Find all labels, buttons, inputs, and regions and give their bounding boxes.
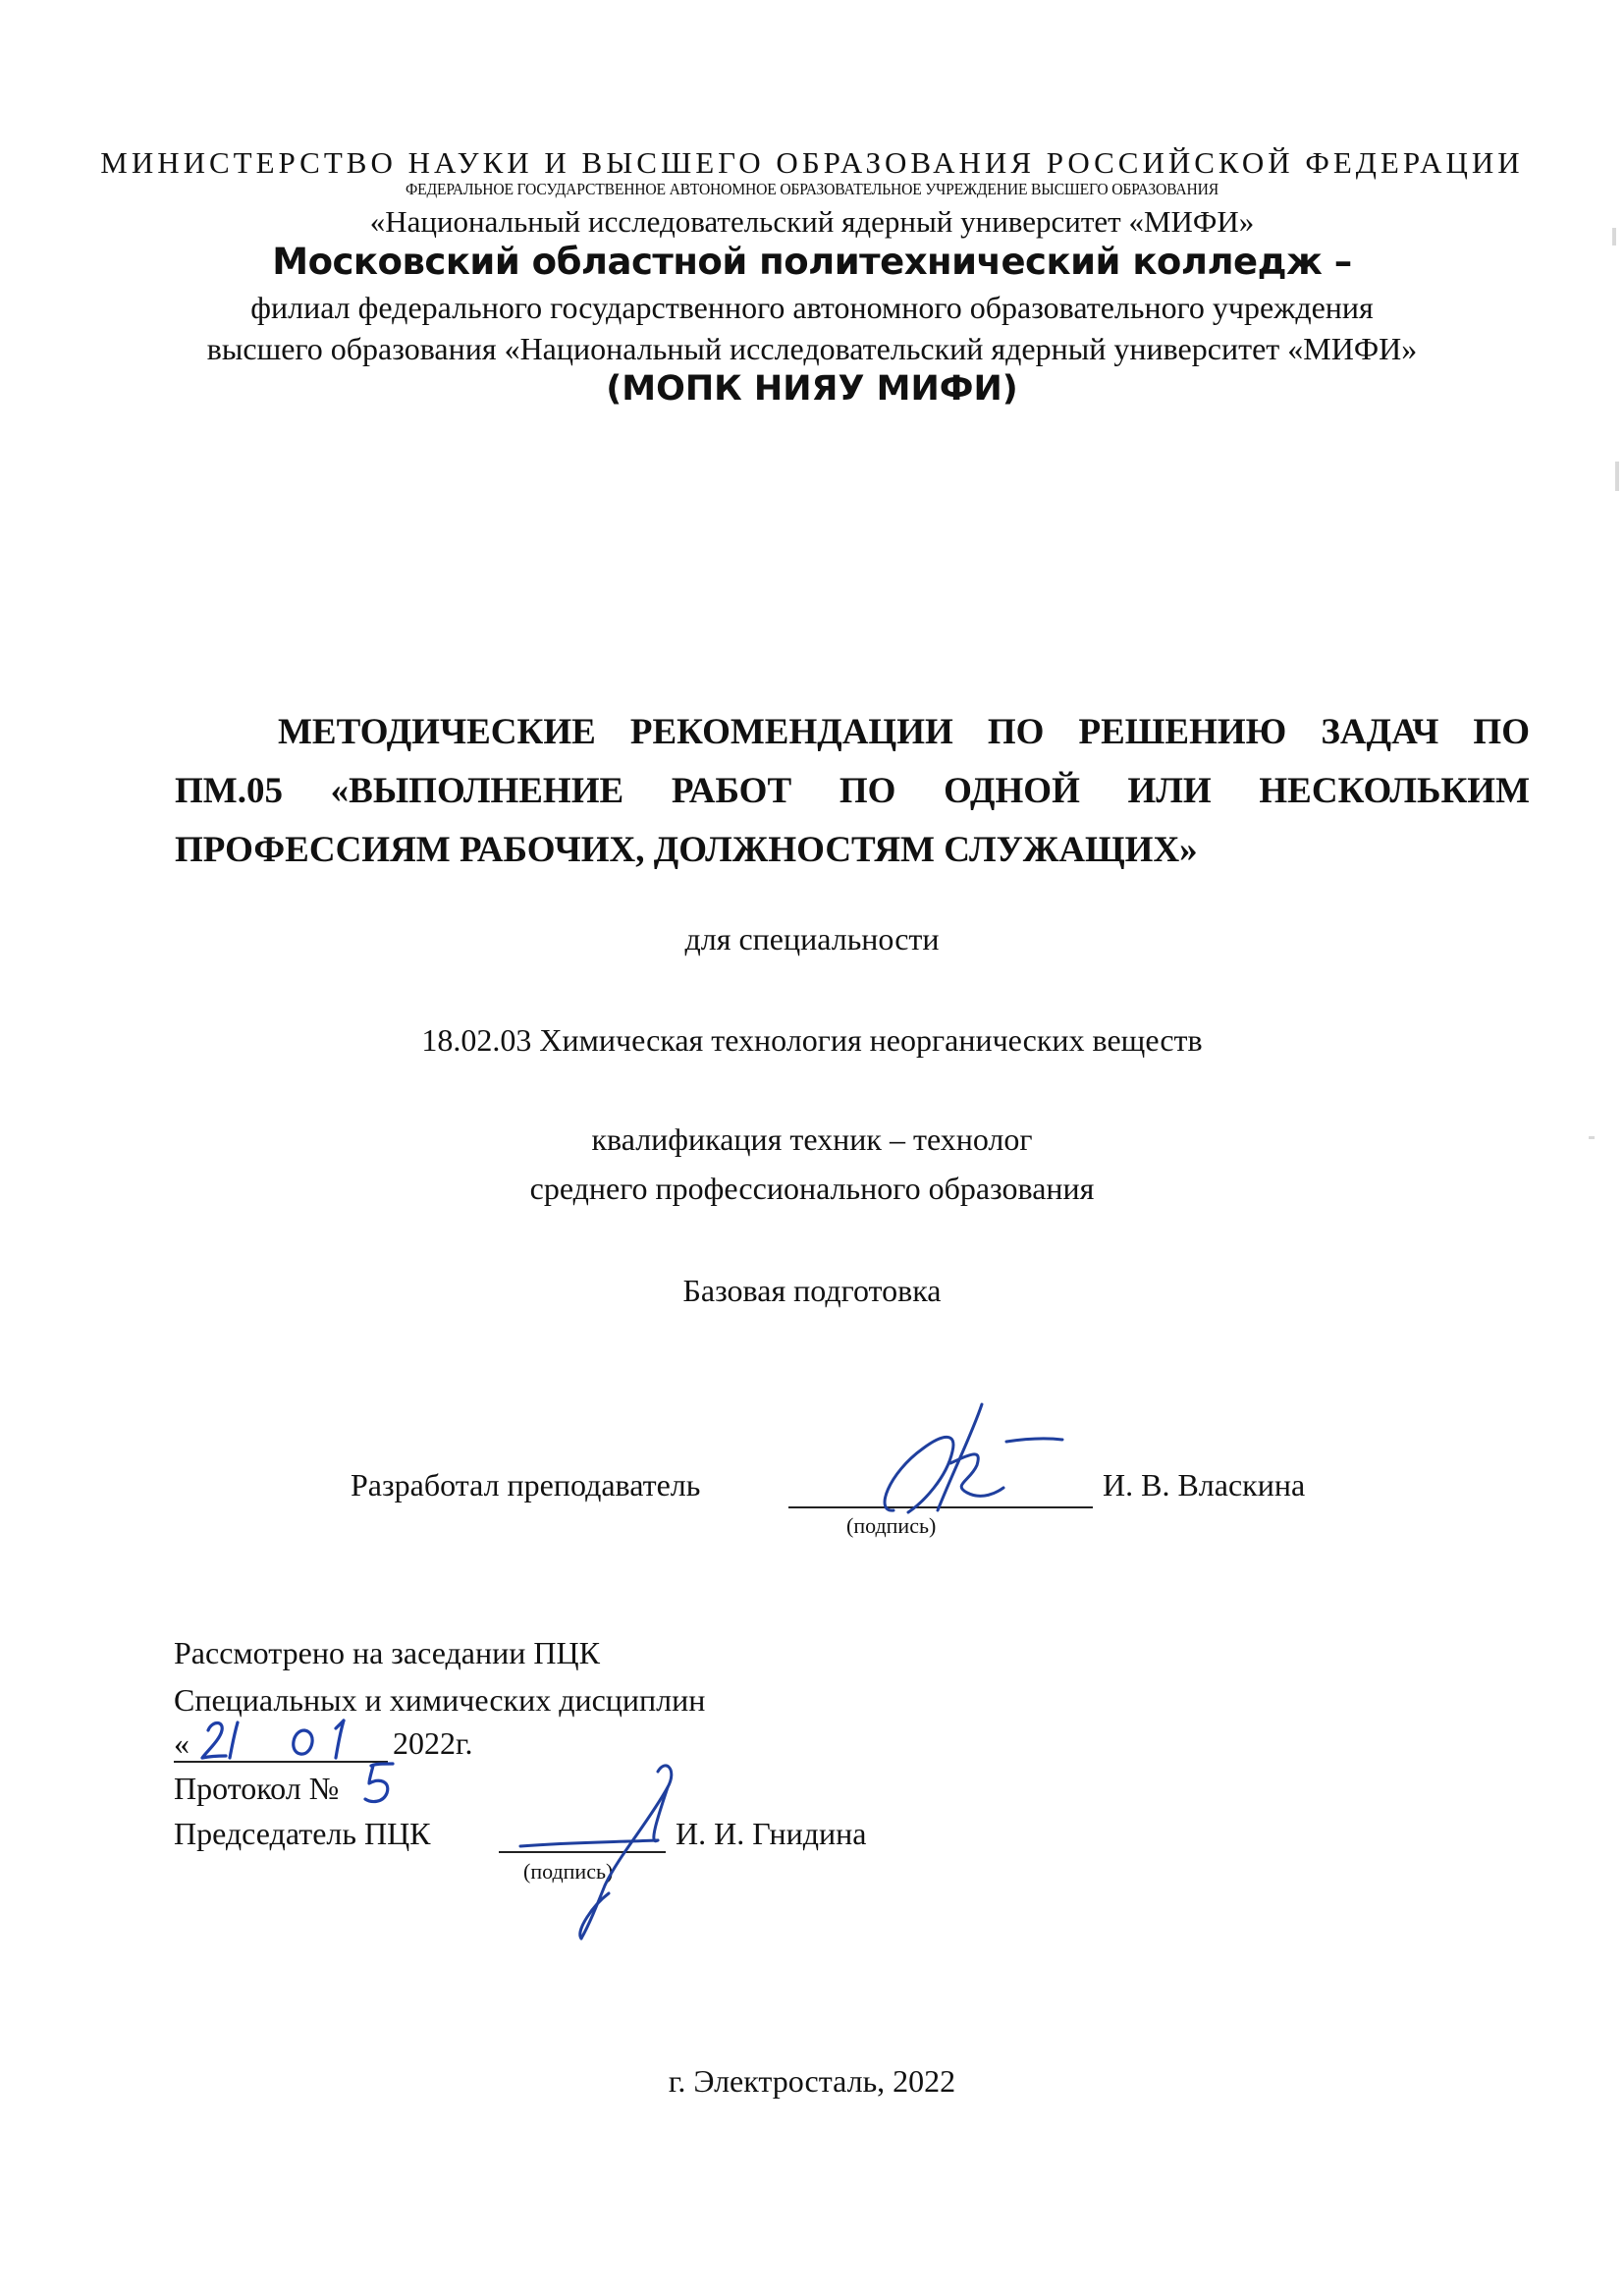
scan-artifact xyxy=(1612,228,1616,246)
handwritten-protocol-number-icon xyxy=(353,1756,412,1815)
title-line2: ПМ.05 «ВЫПОЛНЕНИЕ РАБОТ ПО ОДНОЙ ИЛИ НЕСКОЛЬКИМ xyxy=(175,771,1530,811)
ministry-name: МИНИСТЕРСТВО НАУКИ И ВЫСШЕГО ОБРАЗОВАНИЯ РОССИЙСКОЙ ФЕДЕРАЦИИ xyxy=(100,145,1524,180)
review-date-year: 2022г. xyxy=(393,1725,473,1761)
review-line1: Рассмотрено на заседании ПЦК xyxy=(174,1635,600,1670)
protocol-label: Протокол № xyxy=(174,1771,340,1806)
scan-artifact xyxy=(1589,1136,1595,1139)
chair-label: Председатель ПЦК xyxy=(174,1816,431,1851)
title-line1: МЕТОДИЧЕСКИЕ РЕКОМЕНДАЦИИ ПО РЕШЕНИЮ ЗАДАЧ ПО xyxy=(278,712,1530,752)
university-name: «Национальный исследовательский ядерный университет «МИФИ» xyxy=(369,204,1255,239)
college-name: Московский областной политехнический колледж – xyxy=(272,241,1352,283)
chair-signature-caption: (подпись) xyxy=(523,1859,614,1884)
chair-signature-icon xyxy=(511,1758,697,1944)
developer-label: Разработал преподаватель xyxy=(351,1467,701,1503)
review-line2: Специальных и химических дисциплин xyxy=(174,1682,706,1718)
developer-name: И. В. Власкина xyxy=(1103,1467,1306,1503)
specialty-label: для специальности xyxy=(684,921,940,956)
branch-description-line2: высшего образования «Национальный исследовательский ядерный университет «МИФИ» xyxy=(206,331,1418,366)
qualification-line2: среднего профессионального образования xyxy=(529,1171,1095,1206)
developer-signature-icon xyxy=(835,1394,1070,1542)
branch-description-line1: филиал федерального государственного автономного образовательного учреждения xyxy=(250,290,1374,325)
institution-type: ФЕДЕРАЛЬНОЕ ГОСУДАРСТВЕННОЕ АВТОНОМНОЕ ОБРАЗОВАТЕЛЬНОЕ УЧРЕЖДЕНИЕ ВЫСШЕГО ОБРАЗОВАНИЯ xyxy=(405,180,1219,198)
review-date-open-quote: « xyxy=(174,1725,189,1761)
document-title xyxy=(175,703,1530,880)
chair-name: И. И. Гнидина xyxy=(676,1816,867,1851)
city-year: г. Электросталь, 2022 xyxy=(668,2063,956,2099)
developer-signature-caption: (подпись) xyxy=(846,1513,937,1538)
institution-abbreviation: (МОПК НИЯУ МИФИ) xyxy=(606,369,1018,409)
title-line3: ПРОФЕССИЯМ РАБОЧИХ, ДОЛЖНОСТЯМ СЛУЖАЩИХ» xyxy=(175,830,1198,870)
qualification-line1: квалификация техник – технолог xyxy=(591,1121,1033,1157)
training-level: Базовая подготовка xyxy=(682,1273,942,1308)
scan-artifact xyxy=(1615,462,1619,491)
specialty-code-name: 18.02.03 Химическая технология неорганических веществ xyxy=(421,1022,1203,1058)
